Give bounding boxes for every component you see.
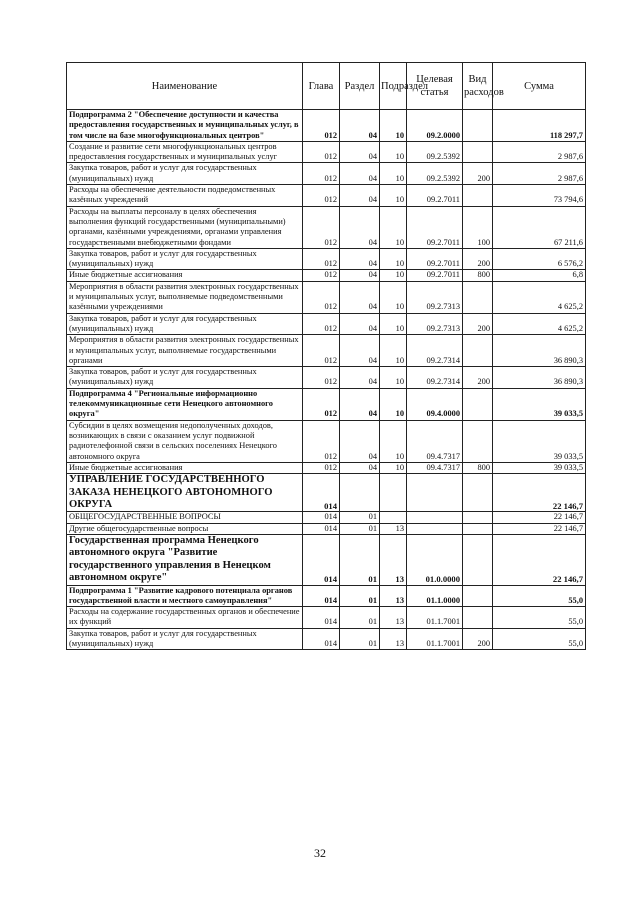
row-chapter-cell: 012 [303, 163, 340, 185]
row-sum-cell: 22 146,7 [493, 534, 586, 585]
row-subsection-cell: 13 [380, 585, 407, 607]
row-type-cell [463, 585, 493, 607]
row-chapter-cell: 014 [303, 628, 340, 650]
row-type-cell [463, 141, 493, 163]
row-name-cell: Расходы на содержание государственных органов и обеспечение их функций [67, 607, 303, 629]
row-target-cell: 01.1.7001 [407, 628, 463, 650]
row-sum-cell: 4 625,2 [493, 313, 586, 335]
row-sum-cell: 55,0 [493, 585, 586, 607]
row-target-cell: 09.2.7011 [407, 185, 463, 207]
row-type-cell: 200 [463, 313, 493, 335]
row-chapter-cell: 014 [303, 607, 340, 629]
table-row [67, 206, 586, 248]
row-chapter-cell: 012 [303, 388, 340, 420]
row-name-cell: Закупка товаров, работ и услуг для государственных (муниципальных) нужд [67, 313, 303, 335]
row-subsection-cell: 10 [380, 420, 407, 462]
row-section-cell: 01 [340, 523, 380, 534]
row-type-cell: 200 [463, 248, 493, 270]
table-row [67, 607, 586, 629]
row-sum-cell: 2 987,6 [493, 163, 586, 185]
header-sum: Сумма [493, 63, 586, 110]
row-type-cell [463, 335, 493, 367]
row-section-cell: 04 [340, 163, 380, 185]
row-section-cell: 04 [340, 141, 380, 163]
row-name-cell: УПРАВЛЕНИЕ ГОСУДАРСТВЕННОГО ЗАКАЗА НЕНЕЦКОГО АВТОНОМНОГО ОКРУГА [67, 474, 303, 512]
row-type-cell: 200 [463, 628, 493, 650]
row-subsection-cell: 10 [380, 185, 407, 207]
row-sum-cell: 22 146,7 [493, 523, 586, 534]
row-sum-cell: 39 033,5 [493, 462, 586, 473]
row-chapter-cell: 012 [303, 185, 340, 207]
row-section-cell: 01 [340, 585, 380, 607]
row-name-cell: Субсидии в целях возмещения недополученных доходов, возникающих в связи с оказанием услуг подвижной радиотелефонной связи в сельских поселениях Ненецкого автономного округа [67, 420, 303, 462]
row-name-cell: Мероприятия в области развития электронных государственных и муниципальных услуг, выполняемые подведомственными казёнными учреждениями [67, 281, 303, 313]
header-name: Наименование [67, 63, 303, 110]
row-section-cell: 04 [340, 462, 380, 473]
row-sum-cell: 4 625,2 [493, 281, 586, 313]
row-subsection-cell: 10 [380, 163, 407, 185]
row-section-cell: 04 [340, 388, 380, 420]
row-name-cell: Подпрограмма 2 "Обеспечение доступности и качества предоставления государственных и муниципальных услуг, в том числе на базе многофункциональных центров" [67, 110, 303, 142]
row-chapter-cell: 012 [303, 335, 340, 367]
row-section-cell: 04 [340, 248, 380, 270]
row-target-cell: 09.2.7313 [407, 281, 463, 313]
row-type-cell: 800 [463, 270, 493, 281]
row-type-cell [463, 512, 493, 523]
row-chapter-cell: 014 [303, 512, 340, 523]
row-sum-cell: 36 890,3 [493, 335, 586, 367]
row-section-cell: 01 [340, 512, 380, 523]
row-subsection-cell: 10 [380, 206, 407, 248]
row-type-cell: 100 [463, 206, 493, 248]
table-row [67, 512, 586, 523]
row-type-cell [463, 420, 493, 462]
row-chapter-cell: 012 [303, 462, 340, 473]
row-chapter-cell: 012 [303, 313, 340, 335]
row-name-cell: Закупка товаров, работ и услуг для государственных (муниципальных) нужд [67, 628, 303, 650]
row-name-cell: Закупка товаров, работ и услуг для государственных (муниципальных) нужд [67, 367, 303, 389]
row-target-cell: 09.4.0000 [407, 388, 463, 420]
header-target: Целевая статья [407, 63, 463, 110]
row-name-cell: Другие общегосударственные вопросы [67, 523, 303, 534]
row-target-cell: 09.2.7313 [407, 313, 463, 335]
row-section-cell [340, 474, 380, 512]
row-name-cell: Расходы на выплаты персоналу в целях обеспечения выполнения функций государственными (муниципальными) органами, казёнными учреждениями, органами управления государственными внебюджетными фондами [67, 206, 303, 248]
row-section-cell: 04 [340, 335, 380, 367]
table-row [67, 420, 586, 462]
row-target-cell [407, 474, 463, 512]
row-name-cell: Подпрограмма 1 "Развитие кадрового потенциала органов государственной власти и местного самоуправления" [67, 585, 303, 607]
row-subsection-cell: 10 [380, 367, 407, 389]
row-name-cell: Расходы на обеспечение деятельности подведомственных казённых учреждений [67, 185, 303, 207]
row-chapter-cell: 012 [303, 206, 340, 248]
row-section-cell: 04 [340, 313, 380, 335]
row-subsection-cell: 13 [380, 534, 407, 585]
row-sum-cell: 6 576,2 [493, 248, 586, 270]
row-section-cell: 04 [340, 281, 380, 313]
row-chapter-cell: 014 [303, 474, 340, 512]
row-target-cell: 09.4.7317 [407, 462, 463, 473]
table-row [67, 313, 586, 335]
row-name-cell: Подпрограмма 4 "Региональные информационно телекоммуникационные сети Ненецкого автономного округа" [67, 388, 303, 420]
row-section-cell: 01 [340, 628, 380, 650]
table-row [67, 110, 586, 142]
row-section-cell: 04 [340, 270, 380, 281]
row-subsection-cell [380, 474, 407, 512]
row-sum-cell: 73 794,6 [493, 185, 586, 207]
row-name-cell: Создание и развитие сети многофункциональных центров предоставления государственных и муниципальных услуг [67, 141, 303, 163]
row-target-cell: 09.4.7317 [407, 420, 463, 462]
header-type: Вид расходов [463, 63, 493, 110]
row-name-cell: Мероприятия в области развития электронных государственных и муниципальных услуг, выполняемые государственными органами [67, 335, 303, 367]
row-subsection-cell: 10 [380, 335, 407, 367]
header-row [67, 63, 586, 110]
table-row [67, 462, 586, 473]
row-subsection-cell: 13 [380, 523, 407, 534]
row-subsection-cell: 10 [380, 388, 407, 420]
row-target-cell: 01.1.0000 [407, 585, 463, 607]
row-sum-cell: 2 987,6 [493, 141, 586, 163]
row-type-cell [463, 607, 493, 629]
row-target-cell: 01.0.0000 [407, 534, 463, 585]
header-chapter: Глава [303, 63, 340, 110]
row-name-cell: Иные бюджетные ассигнования [67, 270, 303, 281]
row-target-cell: 09.2.7011 [407, 206, 463, 248]
row-sum-cell: 6,8 [493, 270, 586, 281]
row-subsection-cell: 13 [380, 607, 407, 629]
row-sum-cell: 118 297,7 [493, 110, 586, 142]
row-chapter-cell: 012 [303, 420, 340, 462]
row-subsection-cell: 10 [380, 248, 407, 270]
row-section-cell: 01 [340, 534, 380, 585]
table-row [67, 534, 586, 585]
table-row [67, 163, 586, 185]
row-target-cell: 09.2.5392 [407, 163, 463, 185]
row-name-cell: Закупка товаров, работ и услуг для государственных (муниципальных) нужд [67, 248, 303, 270]
row-subsection-cell: 10 [380, 110, 407, 142]
row-section-cell: 04 [340, 206, 380, 248]
row-chapter-cell: 014 [303, 534, 340, 585]
row-type-cell [463, 110, 493, 142]
table-row [67, 523, 586, 534]
row-target-cell [407, 512, 463, 523]
row-chapter-cell: 012 [303, 367, 340, 389]
row-subsection-cell: 13 [380, 628, 407, 650]
table-body [67, 110, 586, 650]
row-section-cell: 04 [340, 185, 380, 207]
table-row [67, 335, 586, 367]
row-sum-cell: 55,0 [493, 628, 586, 650]
row-target-cell: 09.2.7011 [407, 248, 463, 270]
row-sum-cell: 39 033,5 [493, 388, 586, 420]
row-section-cell: 01 [340, 607, 380, 629]
row-subsection-cell: 10 [380, 141, 407, 163]
budget-table [66, 62, 586, 650]
row-name-cell: Закупка товаров, работ и услуг для государственных (муниципальных) нужд [67, 163, 303, 185]
table-row [67, 270, 586, 281]
table-row [67, 474, 586, 512]
table-row [67, 388, 586, 420]
row-type-cell [463, 534, 493, 585]
header-section: Раздел [340, 63, 380, 110]
row-type-cell: 200 [463, 367, 493, 389]
row-chapter-cell: 012 [303, 281, 340, 313]
row-chapter-cell: 012 [303, 141, 340, 163]
table-row [67, 628, 586, 650]
row-sum-cell: 36 890,3 [493, 367, 586, 389]
row-type-cell: 200 [463, 163, 493, 185]
row-name-cell: ОБЩЕГОСУДАРСТВЕННЫЕ ВОПРОСЫ [67, 512, 303, 523]
row-target-cell: 09.2.7011 [407, 270, 463, 281]
row-section-cell: 04 [340, 420, 380, 462]
table-row [67, 141, 586, 163]
table-row [67, 281, 586, 313]
row-name-cell: Иные бюджетные ассигнования [67, 462, 303, 473]
row-sum-cell: 39 033,5 [493, 420, 586, 462]
row-target-cell: 01.1.7001 [407, 607, 463, 629]
row-chapter-cell: 012 [303, 248, 340, 270]
row-target-cell: 09.2.0000 [407, 110, 463, 142]
row-sum-cell: 22 146,7 [493, 512, 586, 523]
row-sum-cell: 55,0 [493, 607, 586, 629]
table-row [67, 185, 586, 207]
row-target-cell [407, 523, 463, 534]
row-type-cell [463, 523, 493, 534]
row-sum-cell: 22 146,7 [493, 474, 586, 512]
row-section-cell: 04 [340, 110, 380, 142]
row-chapter-cell: 012 [303, 270, 340, 281]
row-type-cell [463, 185, 493, 207]
row-type-cell [463, 474, 493, 512]
row-target-cell: 09.2.7314 [407, 335, 463, 367]
row-target-cell: 09.2.7314 [407, 367, 463, 389]
row-subsection-cell: 10 [380, 281, 407, 313]
table-row [67, 367, 586, 389]
row-type-cell: 800 [463, 462, 493, 473]
row-type-cell [463, 388, 493, 420]
row-subsection-cell [380, 512, 407, 523]
row-subsection-cell: 10 [380, 313, 407, 335]
header-subsection: Подраздел [380, 63, 407, 110]
table-row [67, 585, 586, 607]
row-sum-cell: 67 211,6 [493, 206, 586, 248]
row-chapter-cell: 014 [303, 523, 340, 534]
row-chapter-cell: 012 [303, 110, 340, 142]
page-number: 32 [314, 846, 326, 860]
row-chapter-cell: 014 [303, 585, 340, 607]
row-name-cell: Государственная программа Ненецкого автономного округа "Развитие государственного управления в Ненецком автономном округе" [67, 534, 303, 585]
row-target-cell: 09.2.5392 [407, 141, 463, 163]
row-subsection-cell: 10 [380, 462, 407, 473]
row-section-cell: 04 [340, 367, 380, 389]
table-row [67, 248, 586, 270]
row-type-cell [463, 281, 493, 313]
row-subsection-cell: 10 [380, 270, 407, 281]
